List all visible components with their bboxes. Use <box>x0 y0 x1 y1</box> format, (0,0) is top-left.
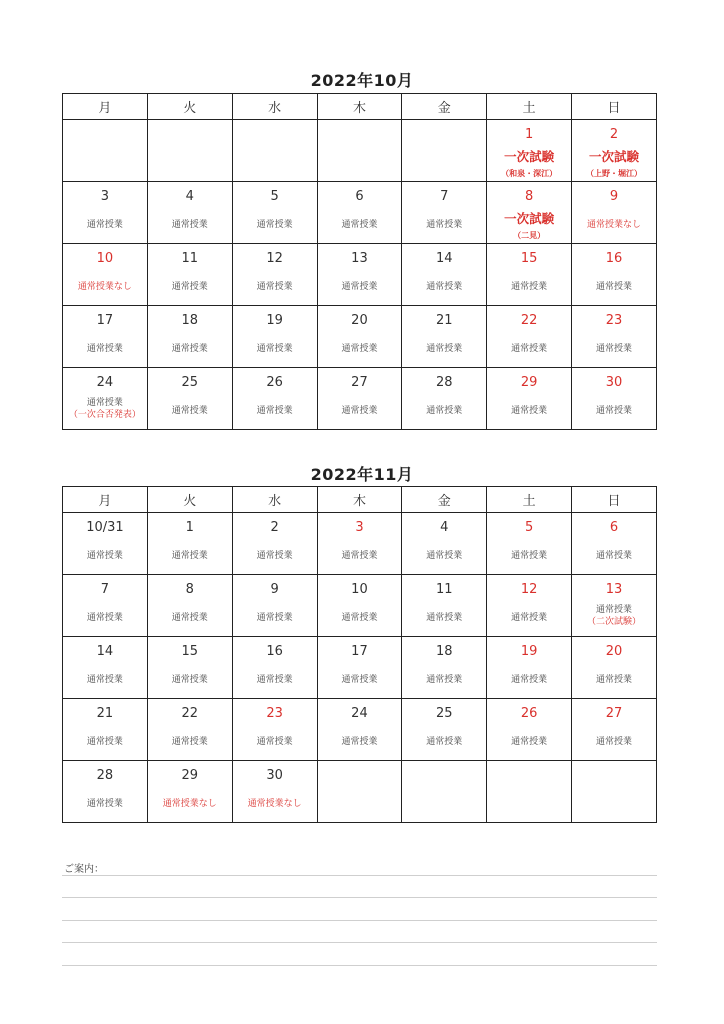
day-cell <box>147 182 232 244</box>
day-number: 19 <box>520 644 538 659</box>
week-row <box>63 244 657 306</box>
day-cell <box>63 368 148 430</box>
day-cell <box>402 637 487 699</box>
class-note: 通常授業 <box>171 675 208 685</box>
day-number: 2 <box>270 520 279 535</box>
day-number: 16 <box>605 251 623 266</box>
weekday-header-row <box>63 94 657 120</box>
day-cell <box>147 761 232 823</box>
day-cell <box>487 699 572 761</box>
week-row <box>63 699 657 761</box>
special-note: （二次試験） <box>587 617 642 627</box>
weekday-header-row <box>63 487 657 513</box>
day-number: 3 <box>355 520 364 535</box>
day-number: 22 <box>181 706 199 721</box>
day-cell <box>572 306 657 368</box>
day-cell <box>487 637 572 699</box>
day-number: 30 <box>266 768 283 783</box>
day-cell <box>572 368 657 430</box>
day-cell <box>317 637 402 699</box>
day-number: 9 <box>270 582 279 597</box>
class-note: 通常授業 <box>596 605 633 615</box>
class-note: 通常授業 <box>86 551 123 561</box>
class-note: 通常授業 <box>86 799 123 809</box>
weekday-header: 日 <box>572 94 657 120</box>
day-number: 15 <box>520 251 538 266</box>
class-note: 通常授業 <box>171 737 208 747</box>
day-number: 11 <box>181 251 199 266</box>
week-row <box>63 575 657 637</box>
day-number: 10/31 <box>86 520 124 535</box>
day-cell <box>232 182 317 244</box>
day-number: 2 <box>609 127 619 142</box>
empty-cell <box>232 120 317 182</box>
day-cell <box>487 368 572 430</box>
day-cell <box>402 575 487 637</box>
day-cell <box>572 513 657 575</box>
day-cell <box>63 306 148 368</box>
day-cell <box>402 699 487 761</box>
week-row <box>63 761 657 823</box>
day-cell <box>232 513 317 575</box>
day-cell <box>572 699 657 761</box>
day-cell <box>317 306 402 368</box>
week-row <box>63 182 657 244</box>
day-cell <box>317 368 402 430</box>
weekday-header: 木 <box>317 94 402 120</box>
exam-location: （和泉・深江） <box>501 169 558 178</box>
day-number: 21 <box>96 706 114 721</box>
class-note: 通常授業 <box>341 344 378 354</box>
class-note: 通常授業 <box>426 737 463 747</box>
day-cell <box>63 182 148 244</box>
day-number: 9 <box>609 189 619 204</box>
day-number: 5 <box>525 520 534 535</box>
day-number: 27 <box>351 375 368 390</box>
exam-location: （上野・堀江） <box>586 169 643 178</box>
day-cell <box>317 244 402 306</box>
exam-location: （二見） <box>513 231 546 240</box>
class-note: 通常授業 <box>426 344 463 354</box>
day-cell <box>63 513 148 575</box>
day-cell <box>317 575 402 637</box>
empty-cell <box>317 761 402 823</box>
week-row <box>63 637 657 699</box>
weekday-header: 月 <box>63 94 148 120</box>
day-number: 18 <box>181 313 199 328</box>
class-note: 通常授業 <box>341 406 378 416</box>
day-cell <box>232 637 317 699</box>
day-number: 28 <box>96 768 114 783</box>
class-note: 通常授業 <box>341 282 378 292</box>
day-number: 15 <box>181 644 199 659</box>
day-cell <box>147 368 232 430</box>
class-note: 通常授業 <box>511 282 548 292</box>
empty-cell <box>147 120 232 182</box>
class-note: 通常授業 <box>341 675 378 685</box>
class-note: 通常授業 <box>171 406 208 416</box>
class-note: 通常授業 <box>511 737 548 747</box>
class-note: 通常授業 <box>426 675 463 685</box>
class-note: 通常授業 <box>86 344 123 354</box>
class-note: 通常授業 <box>511 406 548 416</box>
class-note: 通常授業 <box>596 344 633 354</box>
day-cell <box>402 244 487 306</box>
day-number: 4 <box>440 520 449 535</box>
weekday-header: 土 <box>487 94 572 120</box>
week-row <box>63 513 657 575</box>
day-number: 17 <box>96 313 114 328</box>
day-number: 13 <box>351 251 368 266</box>
day-number: 25 <box>181 375 199 390</box>
day-number: 17 <box>351 644 368 659</box>
class-note: 通常授業なし <box>587 220 642 230</box>
class-note: 通常授業 <box>171 282 208 292</box>
class-note: 通常授業 <box>171 551 208 561</box>
day-cell <box>317 513 402 575</box>
day-number: 23 <box>605 313 623 328</box>
day-cell <box>147 513 232 575</box>
day-cell <box>232 761 317 823</box>
day-number: 12 <box>266 251 283 266</box>
class-note: 通常授業 <box>256 613 293 623</box>
day-number: 27 <box>605 706 623 721</box>
day-number: 29 <box>520 375 538 390</box>
day-number: 26 <box>266 375 283 390</box>
class-note: 通常授業 <box>426 613 463 623</box>
weekday-header: 金 <box>402 94 487 120</box>
class-note: 通常授業 <box>511 551 548 561</box>
day-number: 29 <box>181 768 199 783</box>
day-number: 21 <box>436 313 453 328</box>
exam-label: 一次試験 <box>504 149 555 164</box>
day-number: 24 <box>96 375 114 390</box>
day-number: 8 <box>185 582 194 597</box>
weekday-header: 水 <box>232 487 317 513</box>
weekday-header: 火 <box>147 94 232 120</box>
day-cell <box>147 244 232 306</box>
day-cell <box>487 575 572 637</box>
day-number: 25 <box>436 706 453 721</box>
week-row <box>63 306 657 368</box>
day-number: 12 <box>520 582 538 597</box>
day-cell <box>147 699 232 761</box>
class-note: 通常授業 <box>256 737 293 747</box>
day-cell <box>487 244 572 306</box>
day-cell <box>487 182 572 244</box>
empty-cell <box>317 120 402 182</box>
november-calendar <box>62 486 657 823</box>
day-number: 30 <box>605 375 623 390</box>
weekday-header: 木 <box>317 487 402 513</box>
day-cell <box>487 120 572 182</box>
day-cell <box>572 182 657 244</box>
day-cell <box>232 368 317 430</box>
day-number: 8 <box>525 189 534 204</box>
day-number: 28 <box>436 375 453 390</box>
day-cell <box>487 513 572 575</box>
day-cell <box>232 306 317 368</box>
day-cell <box>572 244 657 306</box>
day-number: 6 <box>355 189 364 204</box>
empty-cell <box>572 761 657 823</box>
day-cell <box>317 182 402 244</box>
october-title: 2022年10月 <box>310 71 414 90</box>
day-cell <box>63 244 148 306</box>
class-note: 通常授業 <box>596 551 633 561</box>
day-cell <box>63 575 148 637</box>
day-cell <box>402 368 487 430</box>
class-note: 通常授業 <box>171 220 208 230</box>
notes-line <box>62 875 657 876</box>
day-cell <box>317 699 402 761</box>
class-note: 通常授業 <box>596 737 633 747</box>
class-note: 通常授業 <box>511 344 548 354</box>
day-number: 14 <box>96 644 114 659</box>
class-note: 通常授業 <box>511 613 548 623</box>
week-row <box>63 120 657 182</box>
weekday-header: 月 <box>63 487 148 513</box>
class-note: 通常授業 <box>426 220 463 230</box>
weekday-header: 日 <box>572 487 657 513</box>
notes-label: ご案内： <box>64 864 104 875</box>
day-number: 14 <box>436 251 453 266</box>
day-cell <box>402 182 487 244</box>
class-note: 通常授業なし <box>247 799 302 809</box>
november-title: 2022年11月 <box>310 465 414 484</box>
day-number: 16 <box>266 644 283 659</box>
day-number: 6 <box>609 520 619 535</box>
day-number: 1 <box>185 520 194 535</box>
class-note: 通常授業 <box>341 551 378 561</box>
class-note: 通常授業 <box>426 406 463 416</box>
empty-cell <box>63 120 148 182</box>
day-number: 5 <box>270 189 279 204</box>
day-number: 22 <box>520 313 538 328</box>
day-number: 23 <box>266 706 283 721</box>
empty-cell <box>487 761 572 823</box>
day-number: 20 <box>351 313 368 328</box>
empty-cell <box>402 120 487 182</box>
day-cell <box>232 244 317 306</box>
notes-line <box>62 897 657 898</box>
class-note: 通常授業 <box>341 220 378 230</box>
notes-line <box>62 942 657 943</box>
exam-label: 一次試験 <box>589 149 640 164</box>
weekday-header: 土 <box>487 487 572 513</box>
class-note: 通常授業 <box>256 406 293 416</box>
class-note: 通常授業 <box>596 406 633 416</box>
class-note: 通常授業 <box>256 551 293 561</box>
class-note: 通常授業 <box>256 220 293 230</box>
day-number: 3 <box>100 189 110 204</box>
day-cell <box>147 637 232 699</box>
class-note: 通常授業 <box>86 220 123 230</box>
day-cell <box>232 575 317 637</box>
day-number: 7 <box>440 189 449 204</box>
class-note: 通常授業 <box>86 737 123 747</box>
class-note: 通常授業 <box>256 344 293 354</box>
class-note: 通常授業 <box>426 282 463 292</box>
day-cell <box>572 575 657 637</box>
class-note: 通常授業 <box>256 675 293 685</box>
day-number: 7 <box>100 582 110 597</box>
class-note: 通常授業 <box>341 613 378 623</box>
class-note: 通常授業 <box>256 282 293 292</box>
day-cell <box>147 306 232 368</box>
day-cell <box>232 699 317 761</box>
class-note: 通常授業 <box>596 282 633 292</box>
class-note: 通常授業 <box>341 737 378 747</box>
day-number: 11 <box>436 582 453 597</box>
day-number: 24 <box>351 706 368 721</box>
day-cell <box>572 120 657 182</box>
class-note: 通常授業 <box>86 613 123 623</box>
day-cell <box>572 637 657 699</box>
day-number: 20 <box>605 644 623 659</box>
day-cell <box>487 306 572 368</box>
day-number: 1 <box>525 127 534 142</box>
day-number: 19 <box>266 313 283 328</box>
weekday-header: 金 <box>402 487 487 513</box>
class-note: 通常授業 <box>171 613 208 623</box>
class-note: 通常授業 <box>171 344 208 354</box>
special-note: （一次合否発表） <box>68 410 141 420</box>
notes-line <box>62 920 657 921</box>
day-cell <box>402 306 487 368</box>
day-cell <box>63 699 148 761</box>
day-number: 13 <box>605 582 623 597</box>
class-note: 通常授業 <box>86 398 123 408</box>
class-note: 通常授業 <box>426 551 463 561</box>
day-number: 4 <box>185 189 194 204</box>
october-calendar <box>62 93 657 430</box>
day-cell <box>63 637 148 699</box>
class-note: 通常授業 <box>511 675 548 685</box>
day-number: 10 <box>96 251 114 266</box>
notes-line <box>62 965 657 966</box>
day-number: 26 <box>520 706 538 721</box>
weekday-header: 火 <box>147 487 232 513</box>
day-cell <box>402 513 487 575</box>
day-number: 10 <box>351 582 368 597</box>
empty-cell <box>402 761 487 823</box>
day-cell <box>147 575 232 637</box>
class-note: 通常授業 <box>86 675 123 685</box>
exam-label: 一次試験 <box>504 211 555 226</box>
weekday-header: 水 <box>232 94 317 120</box>
week-row <box>63 368 657 430</box>
class-note: 通常授業 <box>596 675 633 685</box>
class-note: 通常授業なし <box>77 282 132 292</box>
day-number: 18 <box>436 644 453 659</box>
day-cell <box>63 761 148 823</box>
class-note: 通常授業なし <box>162 799 217 809</box>
